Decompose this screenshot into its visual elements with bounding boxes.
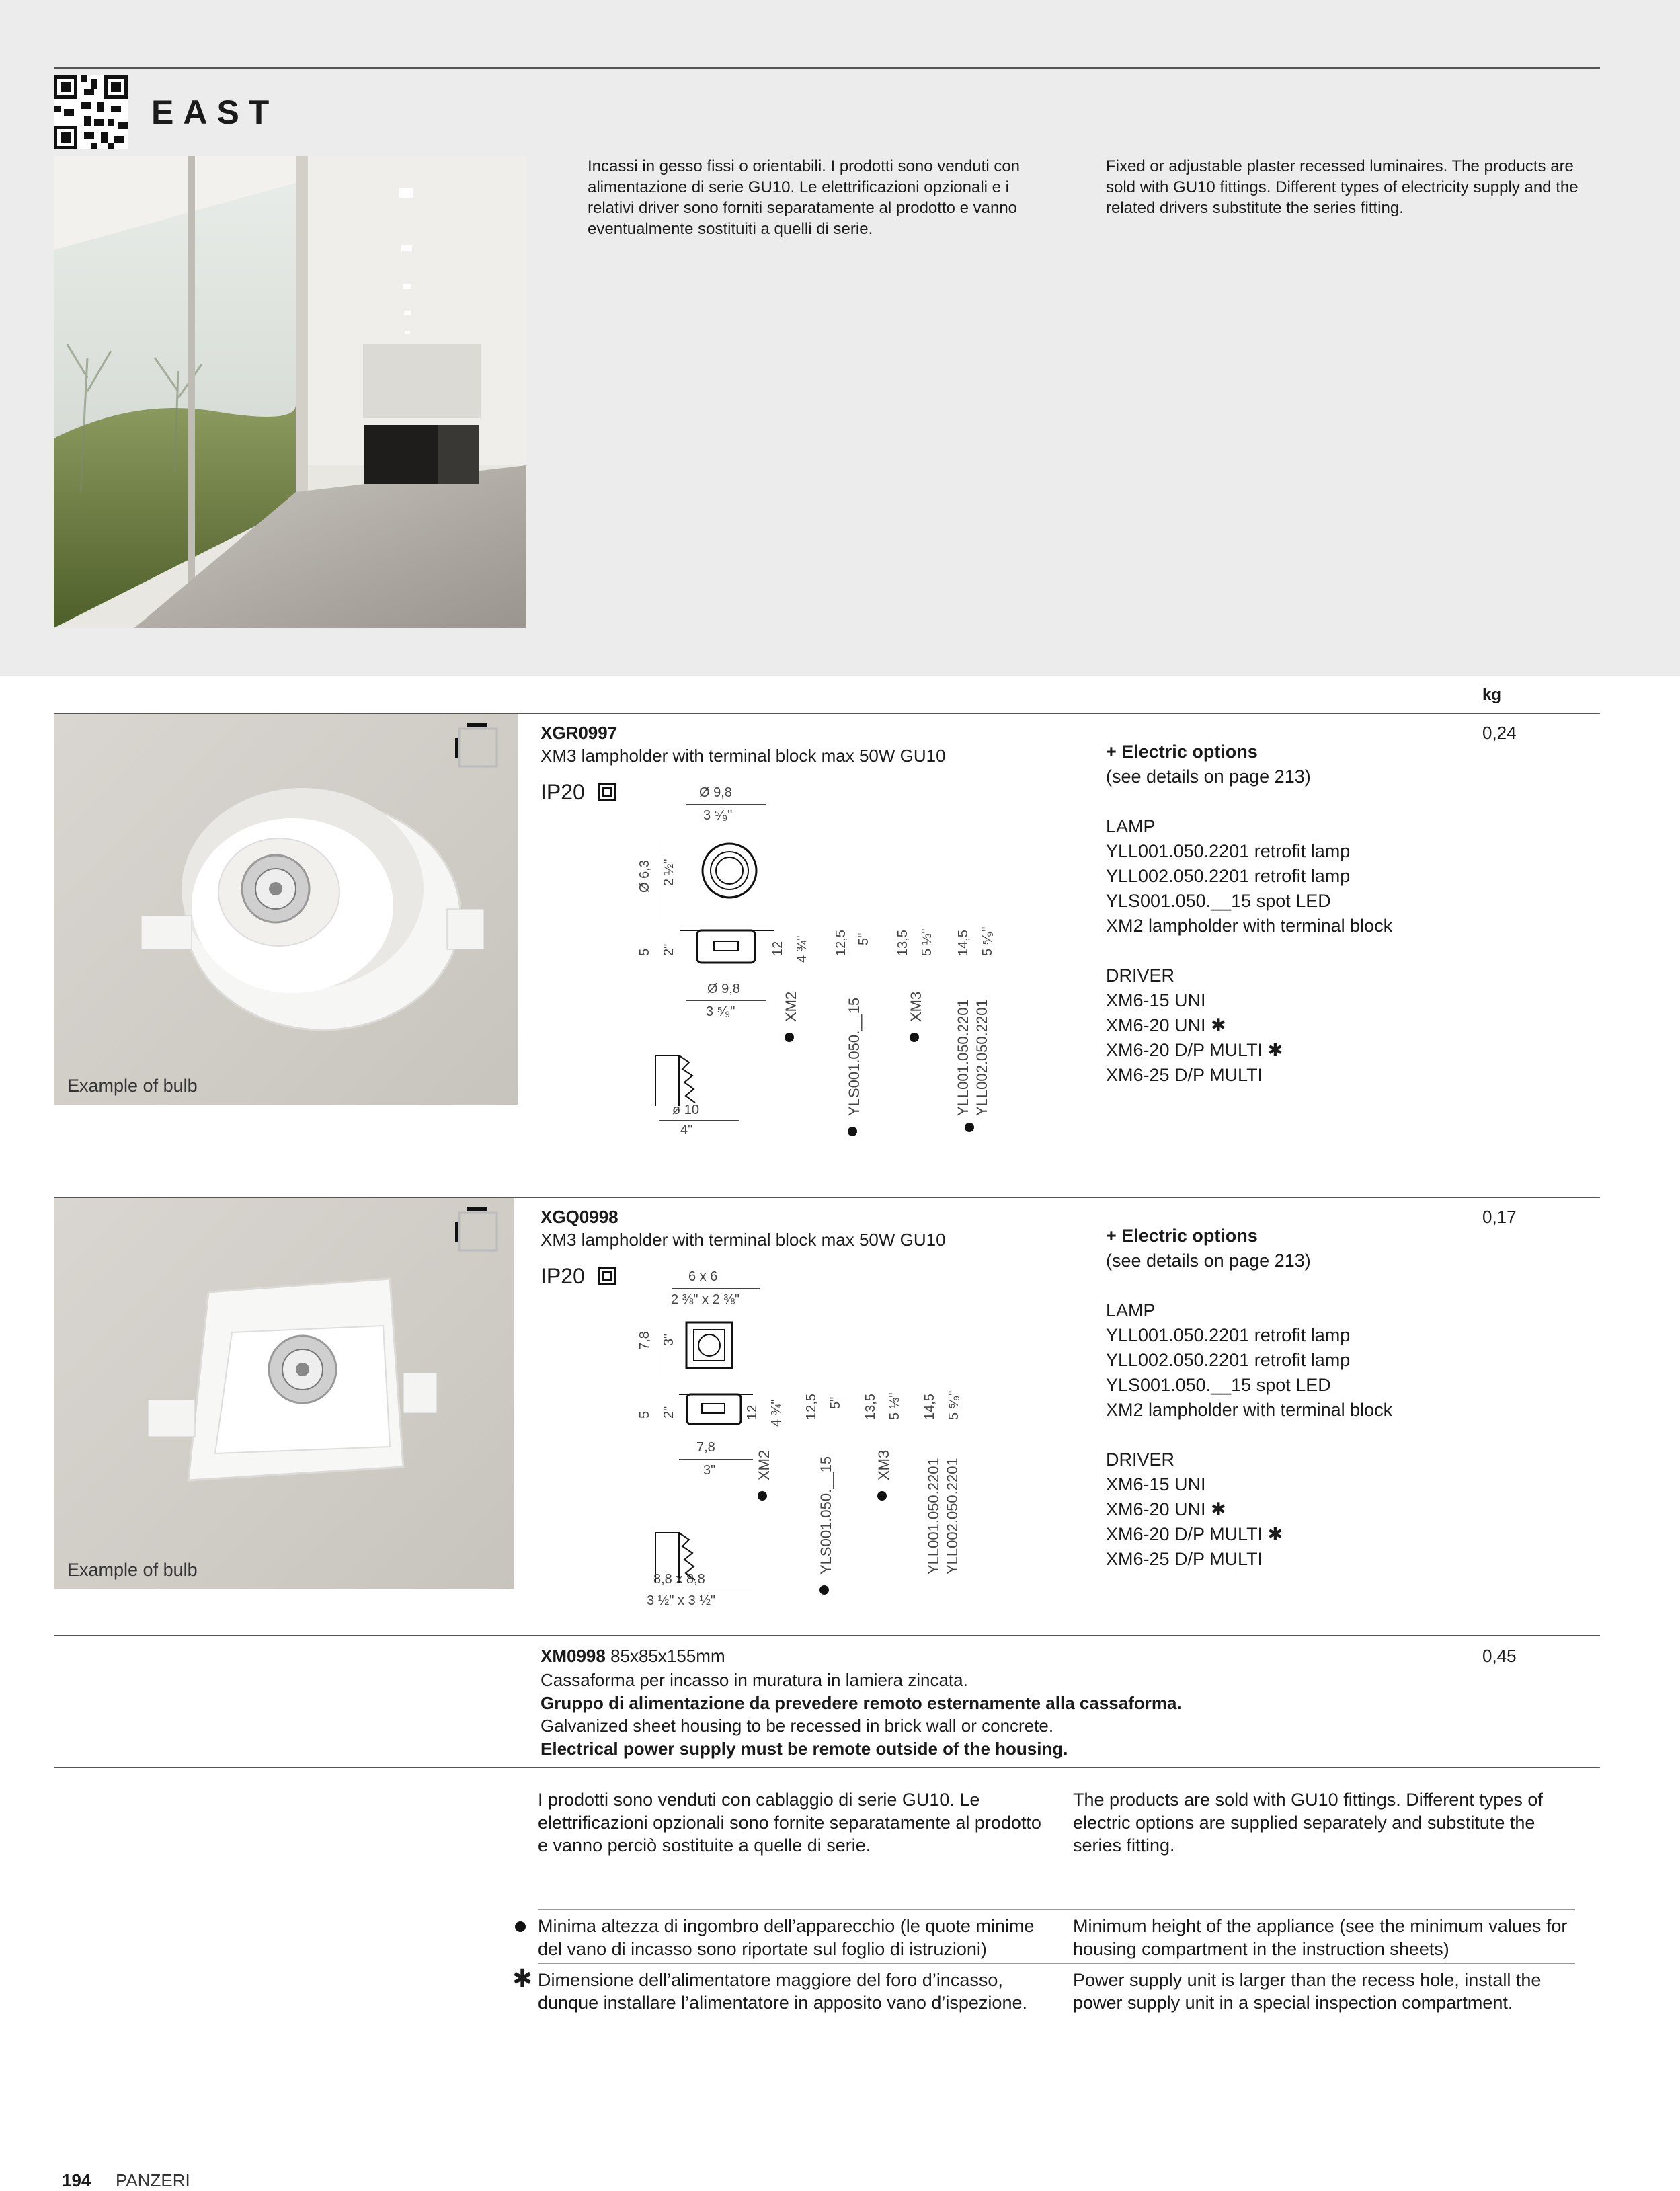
product-1-ip-rating: IP20 bbox=[541, 780, 585, 804]
product-2-technical-drawing bbox=[632, 1264, 1035, 1614]
top-view-drawing bbox=[684, 1320, 734, 1370]
cutout-drawing bbox=[652, 1049, 719, 1109]
product-2-photo bbox=[54, 1198, 514, 1589]
dim-height: 5 bbox=[637, 1410, 652, 1419]
dim-line bbox=[686, 1000, 766, 1001]
min-height-dot bbox=[819, 1585, 829, 1595]
dim-top-inch: 2 ⅜" x 2 ⅜" bbox=[671, 1292, 740, 1307]
driver-option: XM6-25 D/P MULTI bbox=[1106, 1065, 1263, 1085]
kg-column-label: kg bbox=[1482, 686, 1502, 704]
product-1-description: XM3 lampholder with terminal block max 50W GU10 bbox=[541, 746, 946, 766]
lamp-option: YLS001.050.__15 spot LED bbox=[1106, 1375, 1331, 1395]
lamp-label-xm3: XM3 bbox=[908, 991, 924, 1022]
product-2-bulb-caption: Example of bulb bbox=[67, 1560, 198, 1580]
lamp-option: YLL001.050.2201 retrofit lamp bbox=[1106, 841, 1351, 861]
dim-bottom-inch: 3" bbox=[703, 1463, 716, 1478]
dim-height-inch: 2" bbox=[662, 1406, 676, 1419]
spacer bbox=[1106, 1423, 1482, 1447]
product-1-code: XGR0997 bbox=[541, 723, 618, 743]
dim-col1: 12 bbox=[770, 941, 785, 956]
lamp-label-yll001: YLL001.050.2201 bbox=[925, 1458, 942, 1575]
dim-col3: 13,5 bbox=[863, 1394, 878, 1420]
driver-label: DRIVER bbox=[1106, 1449, 1175, 1470]
dim-col3-inch: 5 ⅓" bbox=[920, 928, 934, 956]
dim-top-inch: 3 ⁵⁄₉" bbox=[703, 808, 733, 823]
dim-bottom: 7,8 bbox=[696, 1440, 715, 1455]
lamp-label-yls: YLS001.050.__15 bbox=[846, 997, 863, 1116]
dim-col1-inch: 4 ¾" bbox=[769, 1399, 784, 1427]
dim-height: 5 bbox=[637, 948, 652, 956]
dim-height-inch: 2" bbox=[662, 943, 676, 956]
recessed-mount-icon bbox=[454, 722, 501, 769]
lamp-label-yls: YLS001.050.__15 bbox=[817, 1456, 834, 1575]
lamp-label-yll002: YLL002.050.2201 bbox=[944, 1458, 961, 1575]
product-1-photo bbox=[54, 714, 518, 1105]
housing-line-it-bold: Gruppo di alimentazione da prevedere remoto esternamente alla cassaforma. bbox=[541, 1693, 1182, 1713]
driver-label: DRIVER bbox=[1106, 965, 1175, 986]
dim-col4-inch: 5 ⁵⁄₉" bbox=[980, 926, 995, 956]
min-height-dot bbox=[785, 1033, 794, 1042]
side-view-drawing bbox=[679, 1390, 753, 1428]
housing-size: 85x85x155mm bbox=[610, 1646, 725, 1666]
top-rule bbox=[54, 67, 1600, 69]
housing-line-en-bold: Electrical power supply must be remote outside of the housing. bbox=[541, 1739, 1068, 1759]
square-recessed-luminaire-image bbox=[54, 1198, 514, 1589]
sold-note-english: The products are sold with GU10 fittings. Different types of electric options are supplied separately and substitute the series fitting. bbox=[1073, 1790, 1543, 1856]
options-see-page: (see details on page 213) bbox=[1106, 766, 1311, 787]
driver-option: XM6-20 UNI ✱ bbox=[1106, 1499, 1226, 1519]
notes-rule bbox=[54, 1767, 1600, 1768]
spacer bbox=[1106, 939, 1482, 963]
lamp-label-yll002: YLL002.050.2201 bbox=[973, 999, 990, 1116]
dim-cutout-inch: 4" bbox=[680, 1123, 693, 1138]
dim-col1: 12 bbox=[745, 1404, 760, 1420]
housing-description bbox=[541, 1669, 1448, 1760]
housing-code: XM0998 bbox=[541, 1646, 606, 1666]
min-height-dot bbox=[848, 1127, 857, 1136]
dim-col1-inch: 4 ¾" bbox=[795, 935, 809, 963]
hero-interior-photo bbox=[54, 156, 526, 628]
product-1-technical-drawing bbox=[632, 780, 1035, 1156]
lamp-option: YLL002.050.2201 retrofit lamp bbox=[1106, 866, 1351, 886]
dim-col3-inch: 5 ⅓" bbox=[887, 1392, 902, 1420]
recessed-mount-icon bbox=[454, 1206, 501, 1253]
round-recessed-luminaire-image bbox=[54, 714, 518, 1105]
dim-cutout: 8,8 x 8,8 bbox=[653, 1572, 705, 1587]
lamp-label: LAMP bbox=[1106, 816, 1156, 836]
product-1-weight: 0,24 bbox=[1482, 723, 1517, 743]
spacer bbox=[1106, 789, 1482, 814]
housing-line-it: Cassaforma per incasso in muratura in lamiera zincata. bbox=[541, 1670, 968, 1690]
housing-rule bbox=[54, 1635, 1600, 1636]
dim-col2: 12,5 bbox=[804, 1394, 819, 1420]
dim-top-size: 6 x 6 bbox=[688, 1269, 718, 1284]
dim-col2-inch: 5" bbox=[856, 932, 871, 945]
qr-code-icon[interactable] bbox=[54, 75, 128, 149]
side-view-drawing bbox=[680, 926, 774, 967]
housing-line-en: Galvanized sheet housing to be recessed in brick wall or concrete. bbox=[541, 1716, 1054, 1736]
dot-note-italian: Minima altezza di ingombro dell’apparecchio (le quote minime del vano di incasso sono riportate sul foglio di istruzioni) bbox=[538, 1916, 1035, 1959]
dim-col3: 13,5 bbox=[895, 930, 910, 956]
dim-bottom-diameter: Ø 9,8 bbox=[707, 982, 740, 996]
dim-cutout-inch: 3 ½" x 3 ½" bbox=[647, 1593, 716, 1608]
lamp-option: YLL001.050.2201 retrofit lamp bbox=[1106, 1325, 1351, 1345]
lamp-label-xm3: XM3 bbox=[875, 1449, 892, 1480]
dim-cutout: ø 10 bbox=[672, 1103, 700, 1117]
lamp-option: YLL002.050.2201 retrofit lamp bbox=[1106, 1350, 1351, 1370]
dim-line bbox=[679, 1459, 753, 1460]
sold-note-italian: I prodotti sono venduti con cablaggio di serie GU10. Le elettrificazioni opzionali sono fornite separatamente al prodotto e vanno perciò sostituite a quelle di serie. bbox=[538, 1790, 1041, 1856]
dim-col2-inch: 5" bbox=[828, 1396, 843, 1409]
lamp-option: XM2 lampholder with terminal block bbox=[1106, 1400, 1393, 1420]
intro-english: Fixed or adjustable plaster recessed luminaires. The products are sold with GU10 fittings. Different types of electricity supply and the related drivers substitute the series fitting. bbox=[1106, 157, 1578, 217]
dim-col2: 12,5 bbox=[834, 930, 848, 956]
dim-col4-inch: 5 ⁵⁄₉" bbox=[947, 1390, 961, 1420]
page-number: 194 bbox=[62, 2170, 91, 2190]
star-note-italian: Dimensione dell’alimentatore maggiore del foro d’incasso, dunque installare l’alimentatore in apposito vano d’ispezione. bbox=[538, 1970, 1027, 2013]
top-view-drawing bbox=[699, 840, 760, 901]
min-height-dot bbox=[910, 1033, 919, 1042]
lamp-label-yll001: YLL001.050.2201 bbox=[955, 999, 971, 1116]
dim-side-diameter: Ø 6,3 bbox=[637, 860, 652, 893]
dim-line bbox=[659, 1120, 739, 1121]
lamp-label-xm2: XM2 bbox=[783, 991, 799, 1022]
driver-option: XM6-20 UNI ✱ bbox=[1106, 1015, 1226, 1035]
options-header: + Electric options bbox=[1106, 1226, 1258, 1246]
dim-col4: 14,5 bbox=[956, 930, 971, 956]
options-see-page: (see details on page 213) bbox=[1106, 1250, 1311, 1271]
driver-option: XM6-20 D/P MULTI ✱ bbox=[1106, 1524, 1283, 1544]
product-2-mount-icon bbox=[454, 1206, 501, 1253]
spacer bbox=[1106, 1273, 1482, 1298]
min-height-dot bbox=[965, 1123, 974, 1132]
legend-rule bbox=[538, 1963, 1575, 1964]
housing-title bbox=[541, 1646, 725, 1667]
page-title: EAST bbox=[151, 93, 279, 131]
dim-line bbox=[686, 804, 766, 805]
lamp-label-xm2: XM2 bbox=[756, 1449, 772, 1480]
dim-bottom-inch: 3 ⁵⁄₉" bbox=[706, 1004, 735, 1019]
dot-note-english: Minimum height of the appliance (see the minimum values for housing compartment in the instruction sheets) bbox=[1073, 1916, 1568, 1959]
dim-line bbox=[672, 1288, 760, 1289]
driver-option: XM6-20 D/P MULTI ✱ bbox=[1106, 1040, 1283, 1060]
dim-side-inch: 2 ½" bbox=[662, 859, 676, 886]
dim-col4: 14,5 bbox=[922, 1394, 937, 1420]
dim-side: 7,8 bbox=[637, 1331, 652, 1350]
star-note-english: Power supply unit is larger than the recess hole, install the power supply unit in a special inspection compartment. bbox=[1073, 1970, 1542, 2013]
lamp-label: LAMP bbox=[1106, 1300, 1156, 1320]
class-2-insulation-icon bbox=[598, 783, 616, 801]
product-2-description: XM3 lampholder with terminal block max 50W GU10 bbox=[541, 1230, 946, 1250]
product-2-electric-options bbox=[1106, 1224, 1482, 1572]
class-2-insulation-icon bbox=[598, 1267, 616, 1285]
product-1-mount-icon bbox=[454, 722, 501, 769]
dim-side-inch: 3" bbox=[662, 1333, 676, 1346]
legend-dot-icon bbox=[515, 1921, 526, 1932]
legend-star-icon: ✱ bbox=[512, 1964, 533, 1992]
intro-italian: Incassi in gesso fissi o orientabili. I prodotti sono venduti con alimentazione di serie GU10. Le elettrificazioni opzionali e i relativi driver sono forniti separatamente al prodotto e vanno eventualmente sostituiti a quelli di serie. bbox=[588, 157, 1021, 238]
product-2-ip-rating: IP20 bbox=[541, 1264, 585, 1288]
product-1-bulb-caption: Example of bulb bbox=[67, 1076, 198, 1096]
min-height-dot bbox=[758, 1491, 767, 1501]
brand-name: PANZERI bbox=[116, 2170, 190, 2190]
driver-option: XM6-15 UNI bbox=[1106, 990, 1206, 1010]
housing-weight: 0,45 bbox=[1482, 1646, 1517, 1666]
product-2-weight: 0,17 bbox=[1482, 1207, 1517, 1227]
options-header: + Electric options bbox=[1106, 742, 1258, 762]
product-1-electric-options bbox=[1106, 740, 1482, 1088]
legend-rule bbox=[538, 1909, 1575, 1910]
lamp-option: XM2 lampholder with terminal block bbox=[1106, 916, 1393, 936]
product-2-code: XGQ0998 bbox=[541, 1207, 618, 1227]
driver-option: XM6-15 UNI bbox=[1106, 1474, 1206, 1495]
lamp-option: YLS001.050.__15 spot LED bbox=[1106, 891, 1331, 911]
min-height-dot bbox=[877, 1491, 887, 1501]
driver-option: XM6-25 D/P MULTI bbox=[1106, 1549, 1263, 1569]
dim-top-diameter: Ø 9,8 bbox=[699, 785, 732, 800]
